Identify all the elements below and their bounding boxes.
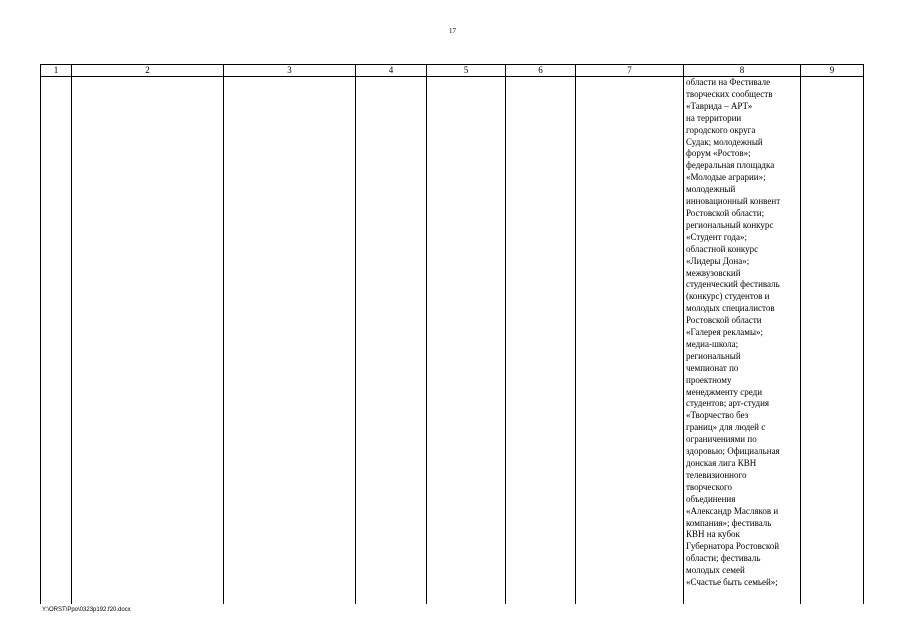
file-path-footer: Y:\ORST\Ppo\0323p192.f20.docx [42,607,131,613]
text-line: «Творчество без [686,410,749,421]
text-line: области; фестиваль [686,553,761,564]
text-line: чемпионат по [686,362,739,373]
text-line: региональный конкурс [686,219,774,230]
column-8-text [684,77,800,589]
column-header-4: 4 [356,65,427,77]
text-line: студенческий фестиваль [686,279,780,290]
table-cell-col-7 [576,77,684,605]
text-line: донская лига КВН [686,458,757,468]
column-header-8: 8 [684,65,801,77]
text-line: инновационный конвент [686,196,781,207]
text-line: области на Фестивале [686,77,771,87]
data-table [40,64,864,604]
text-line: «Молодые аграрии»; [686,172,766,183]
column-header-1: 1 [41,65,72,77]
text-line: «Галерея рекламы»; [686,327,764,338]
table-cell-col-4 [356,77,427,605]
text-line: молодых специалистов [686,303,775,314]
table-row [41,77,864,605]
text-line: границ» для людей с [686,422,766,433]
table-cell-col-6 [506,77,576,605]
text-line: молодежный [686,184,736,195]
column-header-9: 9 [801,65,864,77]
page-number: 17 [449,27,456,35]
text-line: творческих сообществ [686,88,773,99]
text-line: творческого [686,481,733,492]
text-line: «Счастье быть семьей»; [686,577,778,588]
column-header-2: 2 [72,65,224,77]
text-line: Губернатора Ростовской [686,541,780,552]
text-line: «Александр Масляков и [686,505,779,516]
text-line: молодых семей [686,565,745,576]
text-line: (конкурс) студентов и [686,291,770,302]
text-line: компания»; фестиваль [686,517,772,528]
column-header-6: 6 [506,65,576,77]
text-line: форум «Ростов»; [686,148,751,159]
text-line: региональный [686,350,741,361]
column-header-5: 5 [427,65,506,77]
column-header-7: 7 [576,65,684,77]
table-cell-col-3 [224,77,356,605]
text-line: Ростовской области; [686,207,765,218]
text-line: телевизионного [686,469,747,480]
text-line: проектному [686,374,732,385]
table-cell-col-8 [684,77,801,605]
text-line: студентов; арт-студия [686,398,770,409]
table-cell-col-1 [41,77,72,605]
text-line: медиа-школа; [686,338,739,349]
table-cell-col-9 [801,77,864,605]
text-line: менеджменту среди [686,386,763,397]
text-line: городского округа [686,124,756,135]
text-line: объединения [686,493,736,504]
text-line: «Студент года»; [686,231,747,242]
text-line: КВН на кубок [686,529,740,540]
text-line: ограничениями по [686,434,757,445]
table-cell-col-5 [427,77,506,605]
column-header-3: 3 [224,65,356,77]
column-number-row [41,65,864,77]
text-line: на территории [686,112,742,123]
text-line: областной конкурс [686,243,759,254]
text-line: здоровью; Официальная [686,446,780,457]
text-line: федеральная площадка [686,160,775,171]
text-line: «Лидеры Дона»; [686,255,750,266]
text-line: Ростовской области [686,315,762,326]
text-line: «Таврида – АРТ» [686,100,753,111]
text-line: межвузовский [686,267,741,278]
table-cell-col-2 [72,77,224,605]
text-line: Судак; молодежный [686,136,763,147]
